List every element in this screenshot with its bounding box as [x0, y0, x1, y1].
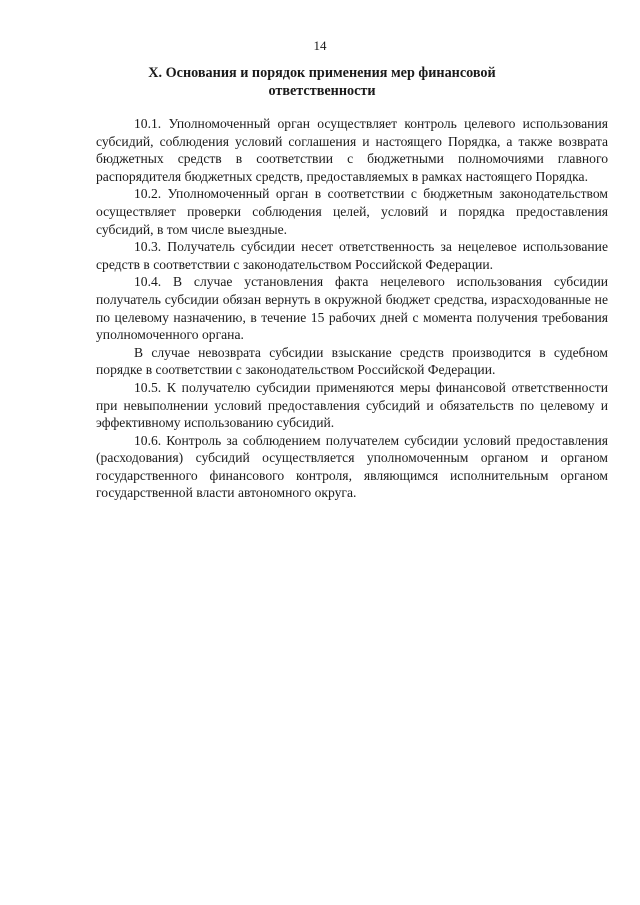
paragraph-10-2: 10.2. Уполномоченный орган в соответствии с бюджетным законодательством осуществляет проверки соблюдения целей, условий и порядка предоставления субсидий, в том числе выездные.: [96, 186, 608, 237]
paragraph-10-4: 10.4. В случае установления факта нецелевого использования субсидии получатель субсидии обязан вернуть в окружной бюджет средства, израсходованные не по целевому назначению, в течение 15 рабочих дней с момента получения требования уполномоченного органа.: [96, 274, 608, 343]
section-title-line-2: ответственности: [268, 83, 376, 99]
paragraph-10-5: 10.5. К получателю субсидии применяются меры финансовой ответственности при невыполнении условий предоставления субсидий и обязательств по целевому и эффективному использованию субсидий.: [96, 379, 608, 431]
paragraph-10-4-continued: В случае невозврата субсидии взыскание средств производится в судебном порядке в соответствии с законодательством Российской Федерации.: [96, 344, 608, 378]
section-title: [96, 64, 548, 100]
section-title-line-1: X. Основания и порядок применения мер финансовой: [148, 65, 496, 81]
document-body: [96, 115, 608, 502]
page-number: 14: [313, 38, 327, 53]
paragraph-10-3: 10.3. Получатель субсидии несет ответственность за нецелевое использование средств в соответствии с законодательством Российской Федерации.: [96, 239, 608, 272]
paragraph-10-1: 10.1. Уполномоченный орган осуществляет контроль целевого использования субсидий, соблюдения условий соглашения и настоящего Порядка, а также возврата бюджетных средств в соответствии с бюджетными полномочиями главного распорядителя бюджетных средств, предоставляемых в рамках настоящего Порядка.: [96, 116, 608, 184]
paragraph-10-6: 10.6. Контроль за соблюдением получателем субсидии условий предоставления (расходования) субсидий осуществляется уполномоченным органом и органом государственного финансового контроля, являющимся исполнительным органом государственной власти автономного округа.: [96, 432, 608, 501]
